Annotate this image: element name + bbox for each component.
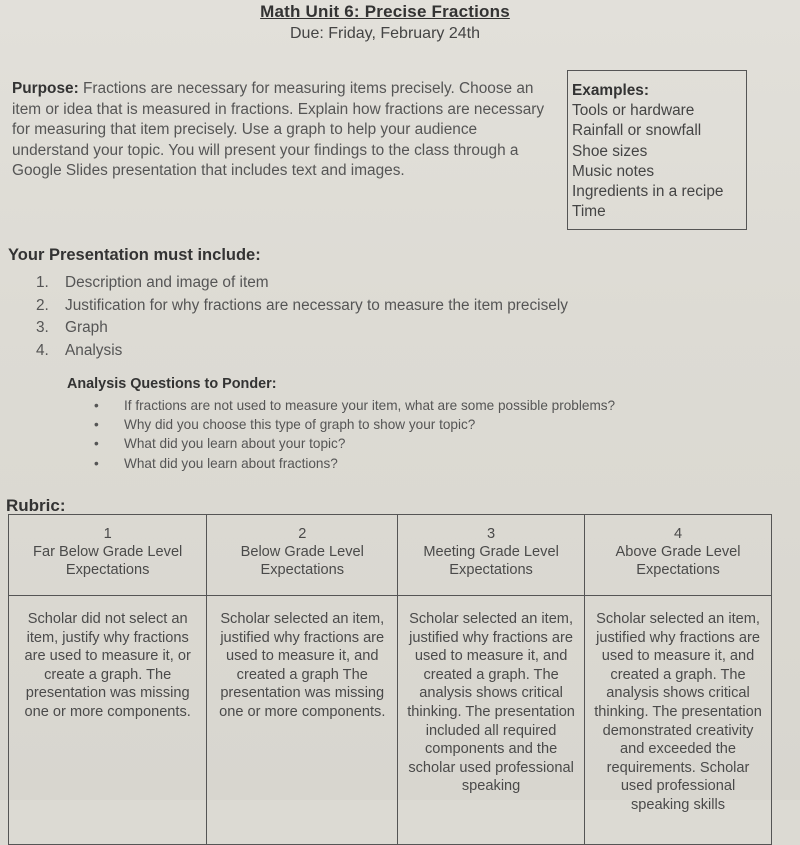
rubric-cell: Scholar selected an item, justified why fractions are used to measure it, and created a graph. The analysis shows critical thinking. The presentation demonstrated creativity and exceeded the requirements. Scholar used professional speaking skills [585, 596, 772, 845]
example-item: Shoe sizes [572, 142, 648, 160]
rubric-table [8, 514, 772, 845]
list-item [36, 317, 568, 340]
item-text: Justification for why fractions are necessary to measure the item precisely [65, 296, 568, 314]
level-label: Below Grade Level Expectations [240, 544, 364, 578]
list-item [94, 454, 615, 473]
rubric-level-header [398, 515, 585, 596]
requirements-heading: Your Presentation must include: [8, 246, 261, 264]
purpose-text: Fractions are necessary for measuring items precisely. Choose an item or idea that is measured in fractions. Explain how fractions are necessary for measuring that item precisely. Use a graph to help your audience understand your topic. You will present your findings to the class through a Google Slides presentation that includes text and images. [12, 80, 545, 180]
list-item [94, 396, 615, 415]
page-title: Math Unit 6: Precise Fractions [260, 2, 510, 21]
level-label: Meeting Grade Level Expectations [423, 544, 559, 578]
question-text: What did you learn about fractions? [124, 455, 338, 471]
example-item: Music notes [572, 162, 655, 180]
rubric-level-header [585, 515, 772, 596]
item-text: Description and image of item [65, 274, 269, 291]
rubric-cell: Scholar did not select an item, justify why fractions are used to measure it, or create a graph. The presentation was missing one or more components. [9, 596, 207, 845]
rubric-level-header [207, 515, 398, 596]
example-item: Tools or hardware [572, 102, 695, 120]
level-score: 1 [103, 526, 112, 542]
requirements-list [36, 272, 568, 362]
item-text: Analysis [65, 341, 123, 359]
item-number: 3. [36, 319, 49, 336]
list-item [36, 272, 568, 295]
purpose-label: Purpose: [12, 80, 79, 97]
item-text: Graph [65, 319, 108, 336]
rubric-header-row [9, 515, 772, 596]
item-number: 2. [36, 296, 49, 314]
level-score: 4 [673, 526, 683, 542]
examples-box [567, 70, 747, 230]
question-text: What did you learn about your topic? [124, 436, 346, 452]
example-item: Time [572, 203, 606, 221]
analysis-heading: Analysis Questions to Ponder: [67, 376, 277, 392]
question-text: If fractions are not used to measure your item, what are some possible problems? [124, 398, 616, 413]
level-score: 3 [487, 526, 496, 542]
rubric-heading: Rubric: [6, 496, 66, 515]
question-text: Why did you choose this type of graph to show your topic? [124, 417, 476, 433]
purpose-paragraph [12, 79, 552, 182]
due-date: Due: Friday, February 24th [289, 25, 480, 42]
level-label: Far Below Grade Level Expectations [33, 544, 183, 578]
rubric-cell: Scholar selected an item, justified why fractions are used to measure it, and created a graph The presentation was missing one or more components. [207, 596, 398, 845]
bullet-icon: • [94, 436, 99, 452]
example-item: Rainfall or snowfall [572, 122, 702, 140]
item-number: 4. [36, 341, 49, 359]
examples-heading: Examples: [572, 82, 649, 99]
rubric-description-row [9, 596, 772, 845]
bullet-icon: • [94, 398, 99, 413]
bullet-icon: • [94, 455, 99, 471]
level-label: Above Grade Level Expectations [615, 544, 741, 578]
rubric-cell: Scholar selected an item, justified why fractions are used to measure it, and created a graph. The analysis shows critical thinking. The presentation included all required components and the scholar used professional speaking [398, 596, 585, 845]
level-score: 2 [298, 526, 307, 542]
list-item [36, 295, 568, 318]
list-item [94, 434, 615, 453]
rubric-level-header [9, 515, 207, 596]
item-number: 1. [36, 274, 49, 291]
analysis-questions-list [94, 396, 615, 473]
bullet-icon: • [94, 417, 99, 433]
list-item [94, 415, 615, 434]
title-block [0, 2, 770, 43]
example-item: Ingredients in a recipe [572, 183, 724, 201]
list-item [36, 340, 568, 363]
